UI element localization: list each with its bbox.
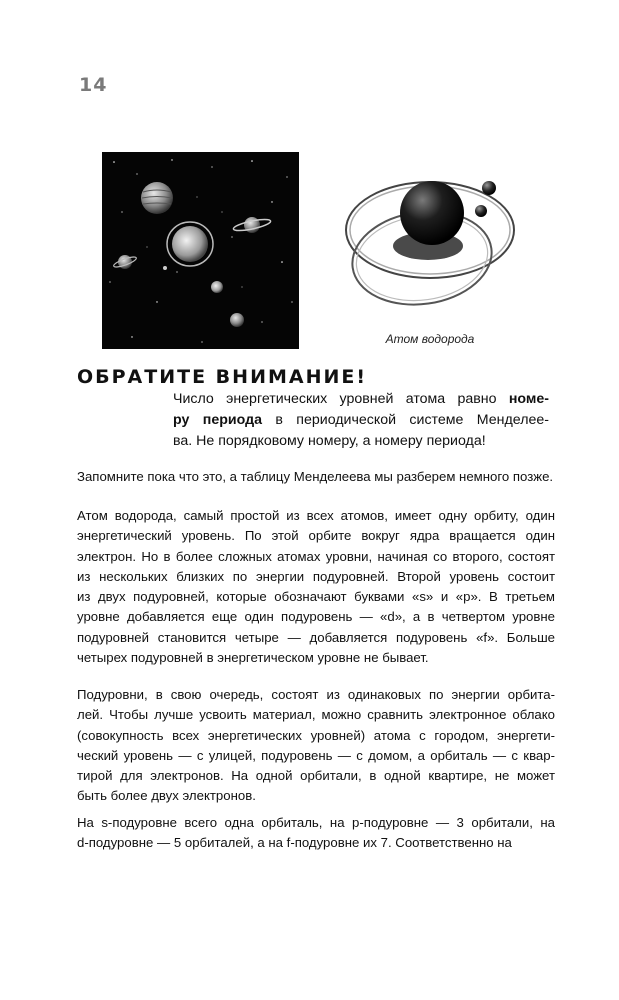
paragraph-3	[77, 685, 555, 807]
attention-text	[173, 389, 549, 452]
paragraph-3-line: Подуровни, в свою очередь, состоят из одинаковых по энергии орбита-	[77, 687, 555, 702]
paragraph-2-line: Атом водорода, самый простой из всех атомов, имеет одну орбиту, один	[77, 508, 555, 523]
paragraph-2-line: уровне добавляется еще один подуровень — «d», а в четвертом уровне	[77, 609, 555, 625]
paragraph-2-line: подуровней становится четыре — добавляется подуровень «f». Больше	[77, 629, 555, 645]
attention-bold-1: номе-	[508, 391, 549, 407]
paragraph-4	[77, 813, 555, 854]
paragraph-2-line: из двух подуровней, которые обозначают буквами «s» и «p». В третьем	[77, 589, 555, 605]
space-planets-illustration	[102, 152, 299, 349]
attention-line2: в периодической системе Менделее-	[261, 412, 549, 428]
paragraph-3-line: лей. Чтобы лучше усвоить материал, можно сравнить электронное облако	[77, 707, 555, 723]
paragraph-2-line: из нескольких близких по энергии подуровней. Второй уровень состоит	[77, 568, 555, 584]
attention-line3: ва. Не порядковому номеру, а номеру периода!	[173, 433, 486, 449]
hydrogen-atom-illustration	[340, 168, 520, 318]
page-number: 14	[79, 74, 108, 96]
paragraph-2-line: энергетический уровень. По этой орбите вокруг ядра вращается один	[77, 528, 555, 544]
atom-caption: Атом водорода	[385, 332, 475, 346]
paragraph-2-line: четырех подуровней в энергетическом уровне не бывает.	[77, 650, 429, 666]
paragraph-3-line: быть более двух электронов.	[77, 788, 256, 804]
attention-line1: Число энергетических уровней атома равно	[173, 391, 509, 407]
paragraph-4-line: На s-подуровне всего одна орбиталь, на p-подуровне — 3 орбитали, на	[77, 815, 555, 830]
paragraph-1-line: Запомните пока что это, а таблицу Менделеева мы разберем немного позже.	[77, 469, 554, 484]
paragraph-4-line: d-подуровне — 5 орбиталей, а на f-подуровне их 7. Соответственно на	[77, 835, 512, 851]
attention-heading: ОБРАТИТЕ ВНИМАНИЕ!	[77, 366, 368, 388]
paragraph-2	[77, 506, 555, 668]
paragraph-1	[77, 467, 555, 487]
paragraph-3-line: (совокупность всех энергетических уровней) атома с городом, энергети-	[77, 727, 555, 743]
paragraph-2-line: электрон. Но в более сложных атомах уровни, начиная со второго, состоят	[77, 548, 555, 564]
attention-bold-2: ру периода	[173, 412, 262, 428]
paragraph-3-line: тирой для электронов. На одной орбитали, в одной квартире, не может	[77, 768, 555, 784]
paragraph-3-line: ческий уровень — с улицей, подуровень — с домом, а орбиталь — с квар-	[77, 747, 555, 763]
